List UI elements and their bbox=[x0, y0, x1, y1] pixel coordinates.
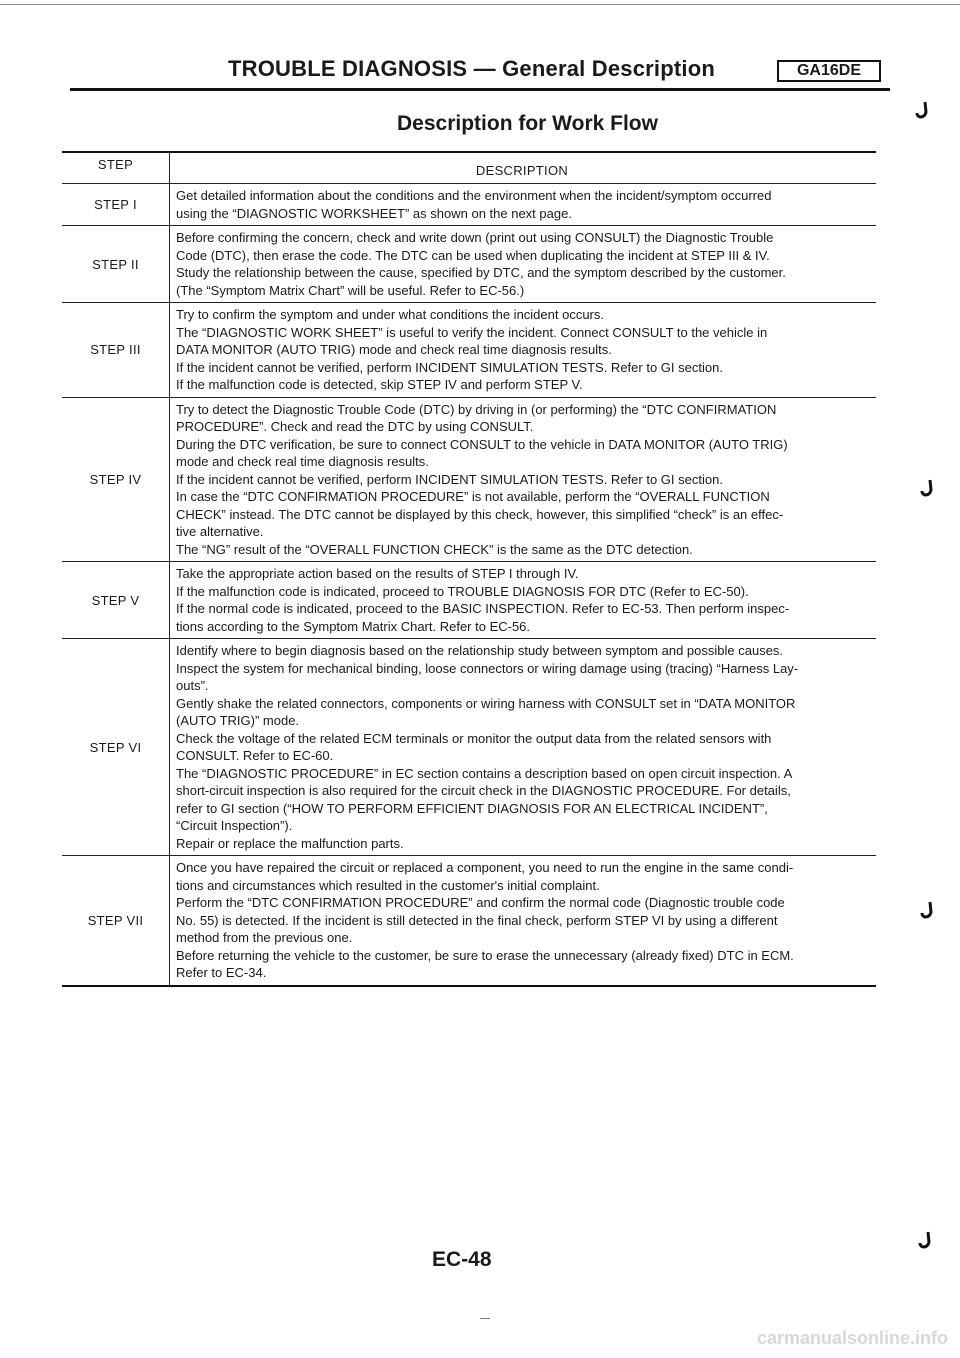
description-line: If the malfunction code is indicated, proceed to TROUBLE DIAGNOSIS FOR DTC (Refer to EC-50). bbox=[176, 583, 749, 599]
table-row bbox=[62, 856, 876, 985]
step-label: STEP V bbox=[62, 562, 170, 638]
description-line: DATA MONITOR (AUTO TRIG) mode and check real time diagnosis results. bbox=[176, 342, 612, 357]
description-line: CHECK” instead. The DTC cannot be displayed by this check, however, this simplified “check” is an effec- bbox=[176, 506, 784, 522]
description-line: refer to GI section (“HOW TO PERFORM EFFICIENT DIAGNOSIS FOR AN ELECTRICAL INCIDENT”, bbox=[176, 800, 768, 816]
description-line: During the DTC verification, be sure to connect CONSULT to the vehicle in DATA MONITOR (AUTO TRIG) bbox=[176, 436, 788, 452]
binder-hook-mark bbox=[915, 100, 931, 120]
page-number: EC-48 bbox=[432, 1248, 492, 1271]
table-header-row bbox=[62, 153, 876, 184]
step-label: STEP I bbox=[62, 184, 170, 225]
table-row bbox=[62, 562, 876, 639]
description-line: Gently shake the related connectors, components or wiring harness with CONSULT set in “DATA MONITOR bbox=[176, 695, 796, 711]
description-line: No. 55) is detected. If the incident is still detected in the final check, perform STEP VI by using a different bbox=[176, 912, 778, 928]
table-row bbox=[62, 184, 876, 226]
description-line: (AUTO TRIG)” mode. bbox=[176, 713, 300, 728]
description-line: PROCEDURE”. Check and read the DTC by using CONSULT. bbox=[176, 419, 534, 434]
step-description bbox=[170, 184, 876, 225]
description-line: Repair or replace the malfunction parts. bbox=[176, 835, 404, 851]
description-line: Get detailed information about the conditions and the environment when the incident/symptom occurred bbox=[176, 188, 772, 203]
step-label: STEP II bbox=[62, 226, 170, 302]
description-line: tions according to the Symptom Matrix Chart. Refer to EC-56. bbox=[176, 618, 531, 634]
description-line: If the normal code is indicated, proceed to the BASIC INSPECTION. Refer to EC-53. Then perform inspec- bbox=[176, 601, 790, 616]
work-flow-table bbox=[62, 151, 876, 987]
step-label: STEP III bbox=[62, 303, 170, 397]
description-line: “Circuit Inspection”). bbox=[176, 818, 293, 833]
step-description bbox=[170, 639, 876, 855]
description-line: Once you have repaired the circuit or replaced a component, you need to run the engine in the same condi- bbox=[176, 860, 794, 875]
description-line: The “DIAGNOSTIC PROCEDURE” in EC section contains a description based on open circuit inspection. A bbox=[176, 765, 793, 781]
description-line: tive alternative. bbox=[176, 524, 264, 539]
description-line: CONSULT. Refer to EC-60. bbox=[176, 748, 334, 763]
description-line: Inspect the system for mechanical binding, loose connectors or wiring damage using (tracing) “Harness Lay- bbox=[176, 660, 799, 676]
description-line: Check the voltage of the related ECM terminals or monitor the output data from the related sensors with bbox=[176, 730, 772, 746]
description-line: (The “Symptom Matrix Chart” will be useful. Refer to EC-56.) bbox=[176, 282, 525, 298]
description-line: outs”. bbox=[176, 678, 209, 693]
description-line: Take the appropriate action based on the results of STEP I through IV. bbox=[176, 566, 579, 581]
page-header bbox=[70, 52, 890, 90]
description-line: tions and circumstances which resulted in the customer's initial complaint. bbox=[176, 877, 600, 893]
step-label: STEP VI bbox=[62, 639, 170, 855]
step-description bbox=[170, 226, 876, 302]
engine-code-badge bbox=[777, 60, 881, 82]
description-line: If the malfunction code is detected, skip STEP IV and perform STEP V. bbox=[176, 377, 583, 392]
description-line: Before returning the vehicle to the customer, be sure to erase the unnecessary (already fixed) DTC in ECM. bbox=[176, 947, 794, 963]
binder-hook-mark bbox=[918, 1230, 934, 1250]
description-line: mode and check real time diagnosis results. bbox=[176, 454, 429, 469]
table-row bbox=[62, 303, 876, 398]
description-line: If the incident cannot be verified, perform INCIDENT SIMULATION TESTS. Refer to GI section. bbox=[176, 359, 723, 375]
description-column-header: DESCRIPTION bbox=[475, 163, 569, 178]
description-line: Before confirming the concern, check and write down (print out using CONSULT) the Diagnostic Trouble bbox=[176, 230, 774, 245]
step-description bbox=[170, 398, 876, 562]
binder-hook-mark bbox=[920, 900, 936, 920]
step-label: STEP IV bbox=[62, 398, 170, 562]
top-border-rule bbox=[0, 4, 960, 5]
description-line: using the “DIAGNOSTIC WORKSHEET” as shown on the next page. bbox=[176, 205, 572, 221]
binder-hook-mark bbox=[920, 478, 936, 498]
description-line: Refer to EC-34. bbox=[176, 965, 267, 980]
description-line: In case the “DTC CONFIRMATION PROCEDURE” is not available, perform the “OVERALL FUNCTION bbox=[176, 489, 770, 504]
description-line: The “DIAGNOSTIC WORK SHEET” is useful to verify the incident. Connect CONSULT to the vehicle in bbox=[176, 324, 768, 340]
footer-dash bbox=[480, 1318, 490, 1319]
description-line: Perform the “DTC CONFIRMATION PROCEDURE” and confirm the normal code (Diagnostic trouble code bbox=[176, 895, 785, 910]
description-line: Try to confirm the symptom and under what conditions the incident occurs. bbox=[176, 307, 604, 322]
step-label: STEP VII bbox=[62, 856, 170, 985]
page-title: TROUBLE DIAGNOSIS — General Description bbox=[228, 56, 715, 81]
section-title: Description for Work Flow bbox=[397, 112, 658, 135]
step-column-header: STEP bbox=[62, 153, 170, 183]
description-line: If the incident cannot be verified, perform INCIDENT SIMULATION TESTS. Refer to GI section. bbox=[176, 471, 723, 487]
description-line: Study the relationship between the cause, specified by DTC, and the symptom described by the customer. bbox=[176, 265, 786, 280]
step-description bbox=[170, 303, 876, 397]
step-description bbox=[170, 856, 876, 985]
step-description bbox=[170, 562, 876, 638]
header-rule bbox=[70, 88, 890, 91]
table-row bbox=[62, 639, 876, 856]
description-line: short-circuit inspection is also required for the circuit check in the DIAGNOSTIC PROCEDURE. For details, bbox=[176, 783, 791, 798]
engine-code-label: GA16DE bbox=[796, 62, 862, 79]
description-line: The “NG” result of the “OVERALL FUNCTION CHECK” is the same as the DTC detection. bbox=[176, 541, 693, 557]
description-line: Identify where to begin diagnosis based on the relationship study between symptom and possible causes. bbox=[176, 643, 784, 658]
description-line: Try to detect the Diagnostic Trouble Code (DTC) by driving in (or performing) the “DTC CONFIRMATION bbox=[176, 401, 777, 417]
table-row bbox=[62, 226, 876, 303]
description-line: Code (DTC), then erase the code. The DTC can be used when duplicating the incident at STEP III & IV. bbox=[176, 247, 770, 263]
table-row bbox=[62, 398, 876, 563]
watermark-text: carmanualsonline.info bbox=[756, 1328, 948, 1348]
description-line: method from the previous one. bbox=[176, 930, 353, 945]
